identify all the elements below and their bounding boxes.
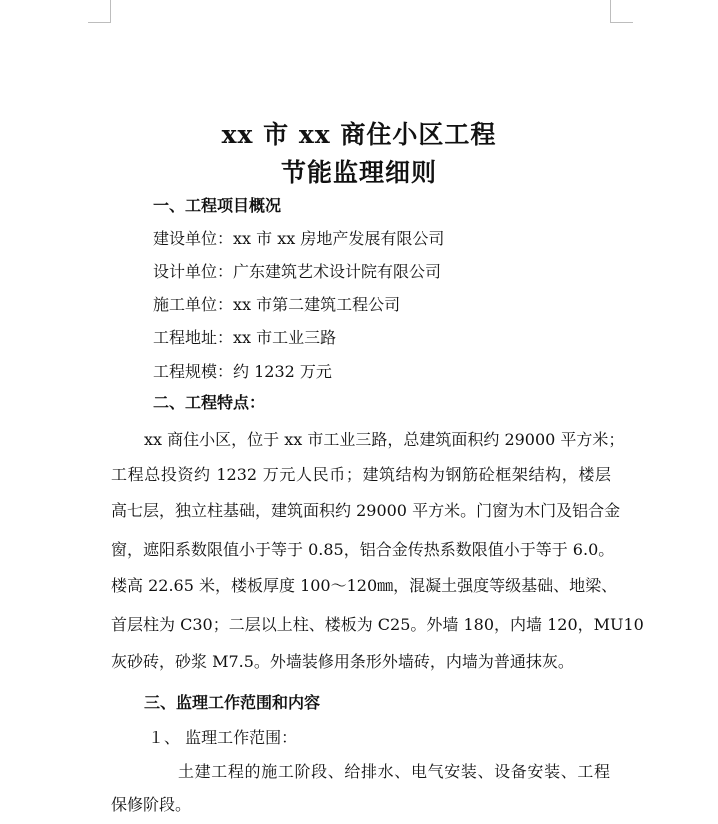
section2-paragraph-line: 楼高 22.65 米，楼板厚度 100～120㎜，混凝土强度等级基础、地梁、	[111, 576, 618, 595]
section2-paragraph-line: 首层柱为 C30；二层以上柱、楼板为 C25。外墙 180，内墙 120，MU10	[111, 615, 644, 634]
section2-paragraph-line: 灰砂砖，砂浆 M7.5。外墙装修用条形外墙砖，内墙为普通抹灰。	[111, 652, 574, 671]
section1-item: 工程规模：约 1232 万元	[153, 362, 332, 381]
section2-paragraph-line: 工程总投资约 1232 万元人民币；建筑结构为钢筋砼框架结构，楼层	[111, 465, 611, 484]
section1-item: 建设单位：xx 市 xx 房地产发展有限公司	[153, 229, 445, 248]
section2-paragraph-line: 高七层，独立柱基础，建筑面积约 29000 平方米。门窗为木门及铝合金	[111, 501, 621, 520]
crop-mark-top-right	[610, 0, 633, 23]
crop-mark-top-left	[88, 0, 111, 23]
section3-heading: 三、监理工作范围和内容	[144, 693, 321, 712]
section3-paragraph-line: 保修阶段。	[111, 795, 192, 814]
section2-heading: 二、工程特点：	[153, 393, 266, 412]
document-title-line1: xx 市 xx 商住小区工程	[221, 120, 497, 149]
section3-subheading: １、 监理工作范围：	[148, 728, 298, 747]
section2-paragraph-line: 窗，遮阳系数限值小于等于 0.85，铝合金传热系数限值小于等于 6.0。	[111, 540, 615, 559]
section1-item: 工程地址：xx 市工业三路	[153, 328, 337, 347]
section1-item: 施工单位：xx 市第二建筑工程公司	[153, 295, 401, 314]
document-title-line2: 节能监理细则	[280, 158, 437, 187]
section1-heading: 一、工程项目概况	[153, 196, 282, 215]
section1-item: 设计单位：广东建筑艺术设计院有限公司	[153, 262, 442, 281]
section2-paragraph-line: xx 商住小区，位于 xx 市工业三路，总建筑面积约 29000 平方米；	[144, 430, 625, 449]
section3-paragraph-line: 土建工程的施工阶段、给排水、电气安装、设备安装、工程	[178, 762, 610, 781]
